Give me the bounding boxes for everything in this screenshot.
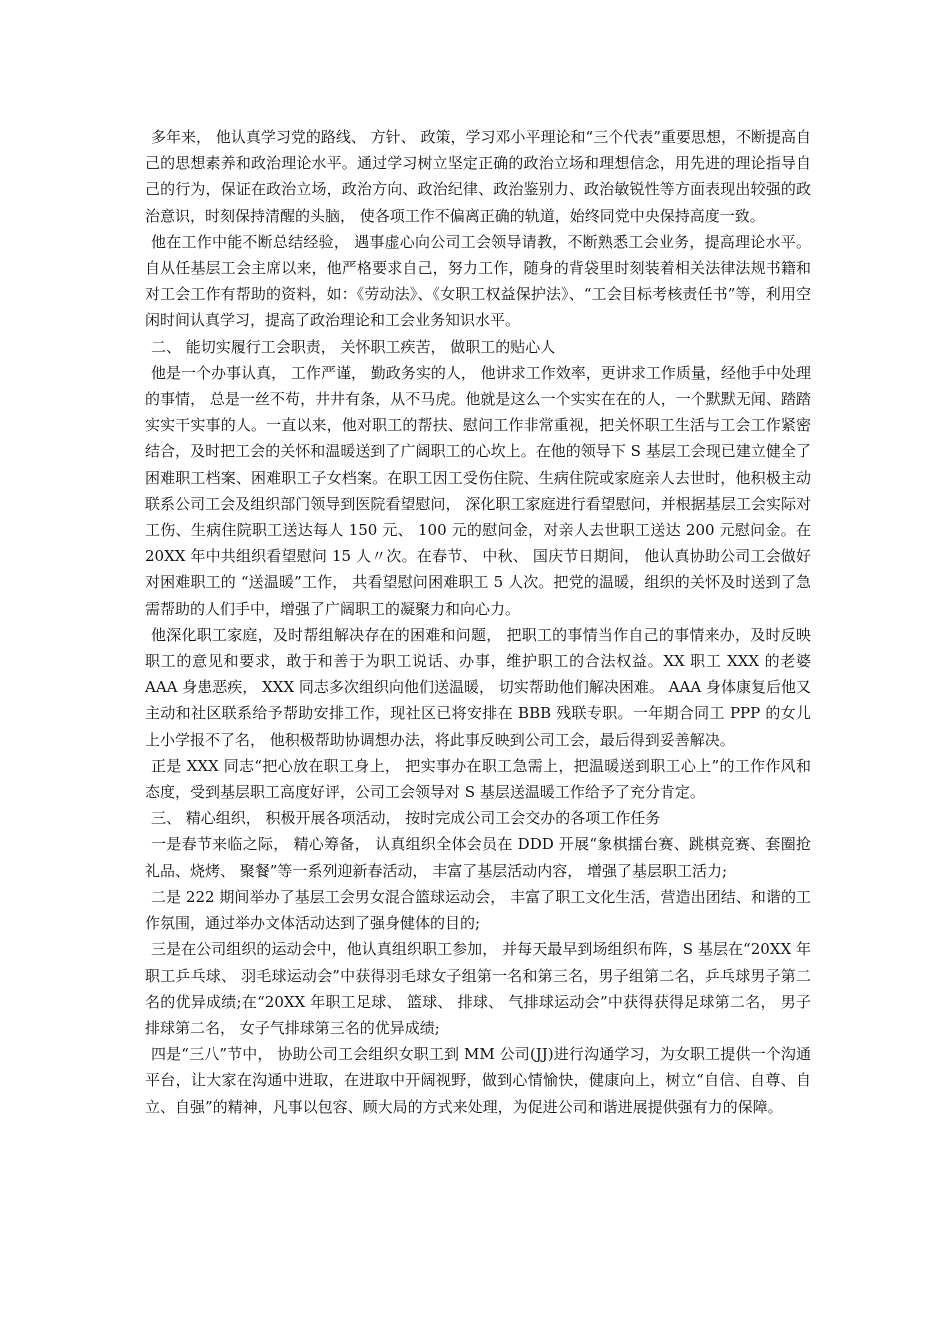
paragraph: 二是 222 期间举办了基层工会男女混合篮球运动会， 丰富了职工文化生活，营造出团结、和谐的工作氛围，通过举办文体活动达到了强身健体的目的; xyxy=(145,887,811,933)
paragraph: 三是在公司组织的运动会中，他认真组织职工参加， 并每天最早到场组织布阵，S 基层在“20XX 年职工乒乓球、 羽毛球运动会”中获得羽毛球女子组第一名和第三名，男子组第二名，乒乓球男子第二名的优异成绩;在“20XX 年职工足球、 篮球、 排球、 气排球运动会”中获得获得足球第二名， 男子排球第二名， 女子气排球第三名的优异成绩; xyxy=(145,940,811,1037)
document-body xyxy=(145,124,811,1120)
paragraph: 一是春节来临之际， 精心筹备， 认真组织全体会员在 DDD 开展“象棋擂台赛、跳棋竞赛、套圈抢礼品、烧烤、 聚餐”等一系列迎新春活动， 丰富了基层活动内容， 增强了基层职工活力; xyxy=(145,835,811,880)
paragraph: 他深化职工家庭，及时帮组解决存在的困难和问题， 把职工的事情当作自己的事情来办，及时反映职工的意见和要求，敢于和善于为职工说话、办事，维护职工的合法权益。XX 职工 XXX 的老婆 AAA 身患恶疾， XXX 同志多次组织向他们送温暖， 切实帮助他们解决困难。 AAA 身体康复后他又主动和社区联系给予帮助安排工作，现社区已将安排在 BBB 残联专职。一年期合同工 PPP 的女儿上小学报不了名， 他积极帮助协调想办法，将此事反映到公司工会，最后得到妥善解决。 xyxy=(145,625,811,749)
paragraph: 他在工作中能不断总结经验， 遇事虚心向公司工会领导请教，不断熟悉工会业务，提高理论水平。自从任基层工会主席以来，他严格要求自己，努力工作，随身的背袋里时刻装着相关法律法规书籍和对工会工作有帮助的资料，如：《劳动法》、《女职工权益保护法》、“工会目标考核责任书”等，利用空闲时间认真学习，提高了政治理论和工会业务知识水平。 xyxy=(145,232,811,330)
section-heading: 二、 能切实履行工会职责， 关怀职工疾苦， 做职工的贴心人 xyxy=(151,337,556,356)
paragraph: 正是 XXX 同志“把心放在职工身上， 把实事办在职工急需上，把温暖送到职工心上”的工作作风和态度，受到基层职工高度好评，公司工会领导对 S 基层送温暖工作给予了充分肯定。 xyxy=(145,756,811,802)
paragraph: 多年来， 他认真学习党的路线、 方针、 政策，学习邓小平理论和“三个代表”重要思想，不断提高自己的思想素养和政治理论水平。通过学习树立坚定正确的政治立场和理想信念，用先进的理论指导自己的行为，保证在政治立场，政治方向、政治纪律、政治鉴别力、政治敏锐性等方面表现出较强的政治意识，时刻保持清醒的头脑， 使各项工作不偏离正确的轨道，始终同党中央保持高度一致。 xyxy=(145,128,811,225)
paragraph: 四是“三八”节中， 协助公司工会组织女职工到 MM 公司(JJ)进行沟通学习，为女职工提供一个沟通平台，让大家在沟通中进取，在进取中开阔视野，做到心情愉快，健康向上，树立“自信、自尊、自立、自强”的精神，凡事以包容、顾大局的方式来处理，为促进公司和谐进展提供强有力的保障。 xyxy=(145,1045,811,1116)
paragraph: 他是一个办事认真， 工作严谨， 勤政务实的人， 他讲求工作效率，更讲求工作质量，经他手中处理的事情， 总是一丝不苟，井井有条，从不马虎。他就是这么一个实实在在的人，一个默默无闻、踏踏实实干实事的人。一直以来，他对职工的帮扶、慰问工作非常重视，把关怀职工生活与工会工作紧密结合，及时把工会的关怀和温暖送到了广阔职工的心坎上。在他的领导下 S 基层工会现已建立健全了困难职工档案、困难职工子女档案。在职工因工受伤住院、生病住院或家庭亲人去世时，他积极主动联系公司工会及组织部门领导到医院看望慰问， 深化职工家庭进行看望慰问，并根据基层工会实际对工伤、生病住院职工送达每人 150 元、 100 元的慰问金，对亲人去世职工送达 200 元慰问金。在 20XX 年中共组织看望慰问 15 人〃次。在春节、 中秋、 国庆节日期间， 他认真协助公司工会做好对困难职工的 “送温暖”工作， 共看望慰问困难职工 5 人次。把党的温暖，组织的关怀及时送到了急需帮助的人们手中，增强了广阔职工的凝聚力和向心力。 xyxy=(145,363,811,618)
section-heading: 三、 精心组织， 积极开展各项活动， 按时完成公司工会交办的各项工作任务 xyxy=(151,809,661,828)
